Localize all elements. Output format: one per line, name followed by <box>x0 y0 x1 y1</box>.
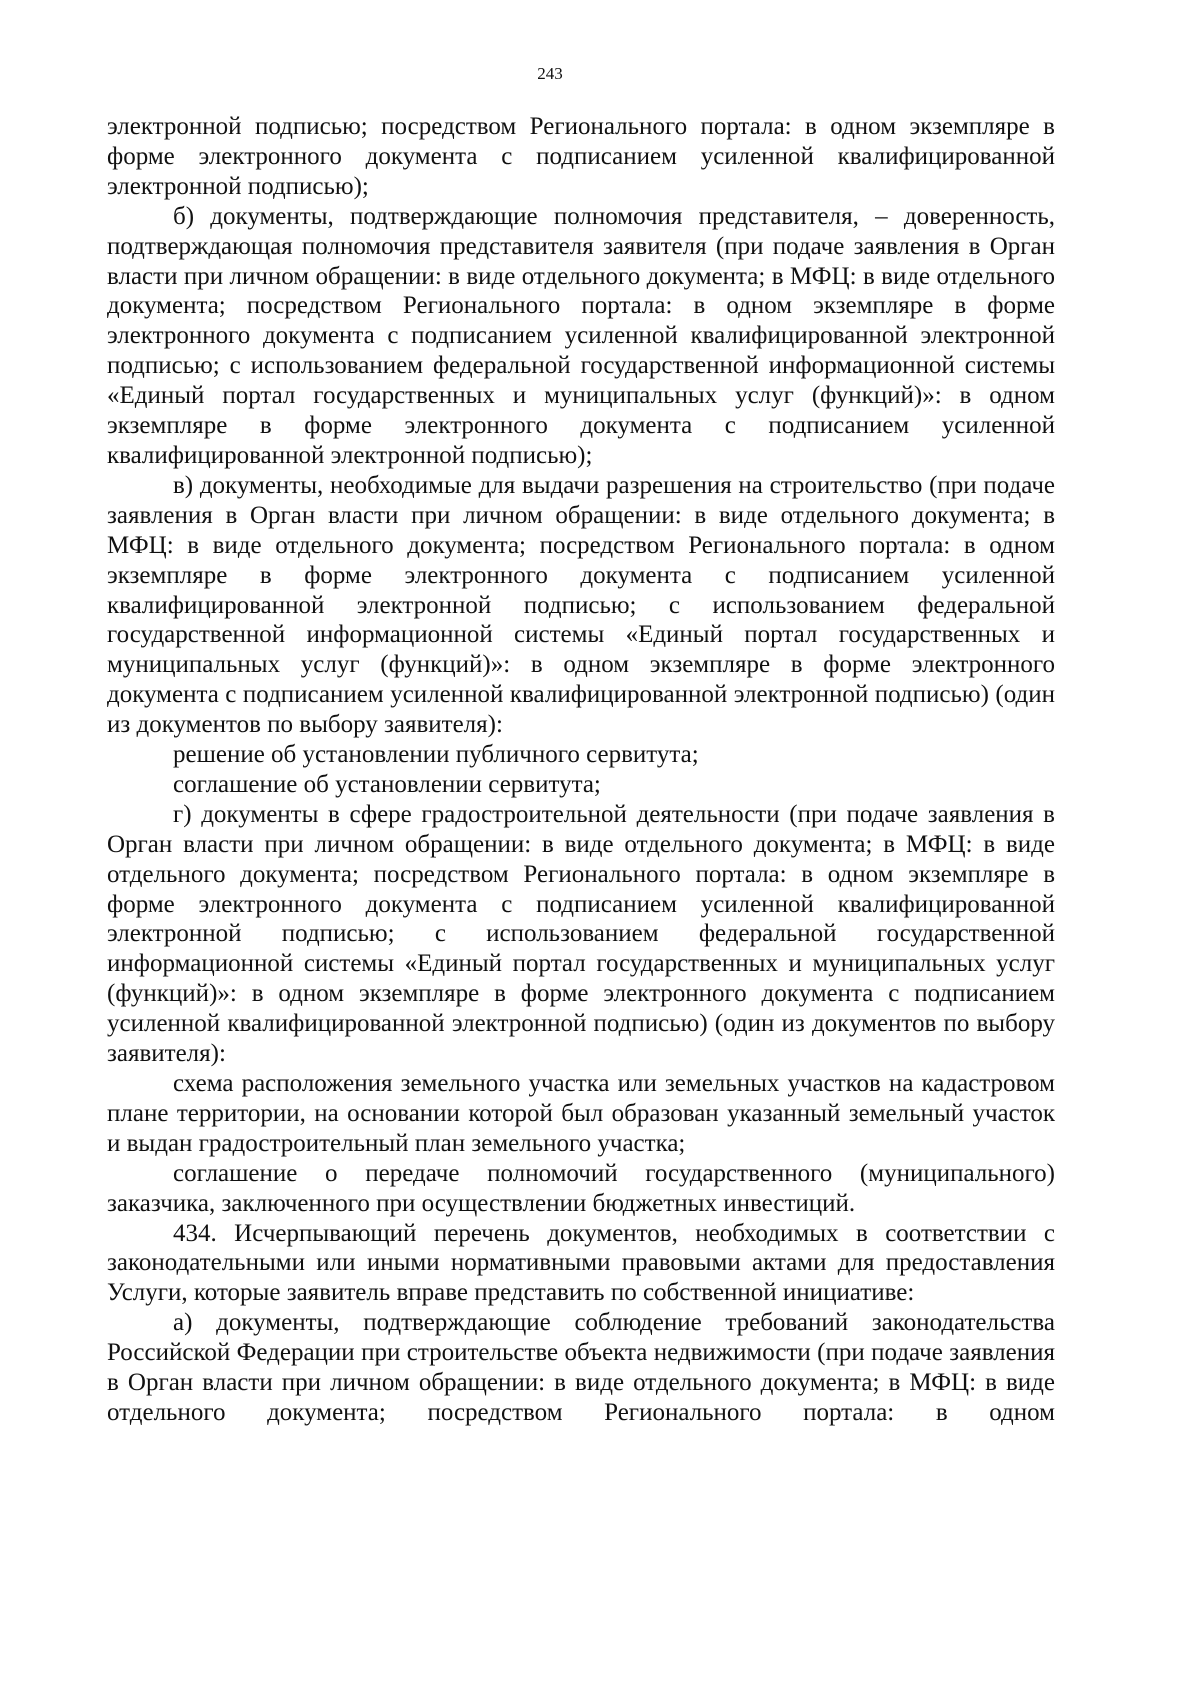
paragraph-continuation: электронной подписью; посредством Регионального портала: в одном экземпляре в форме электронного документа с подписанием усиленной квалифицированной электронной подписью); <box>107 113 1055 200</box>
paragraph-authority-transfer: соглашение о передаче полномочий государственного (муниципального) заказчика, заключенного при осуществлении бюджетных инвестиций. <box>107 1159 1055 1217</box>
document-body <box>107 112 1055 1428</box>
paragraph-item-a: а) документы, подтверждающие соблюдение требований законодательства Российской Федерации при строительстве объекта недвижимости (при подаче заявления в Орган власти при личном обращении: в виде отдельного документа; в МФЦ: в виде отдельного документа; посредством Регионального портала: в одном <box>107 1309 1055 1426</box>
paragraph-item-b: б) документы, подтверждающие полномочия представителя, – доверенность, подтверждающая полномочия представителя заявителя (при подаче заявления в Орган власти при личном обращении: в виде отдельного документа; в МФЦ: в виде отдельного документа; посредством Регионального портала: в одном экземпляре в форме электронного документа с подписанием усиленной квалифицированной электронной подписью; с использованием федеральной государственной информационной системы «Единый портал государственных и муниципальных услуг (функций)»: в одном экземпляре в форме электронного документа с подписанием усиленной квалифицированной электронной подписью); <box>107 202 1055 469</box>
paragraph-item-v: в) документы, необходимые для выдачи разрешения на строительство (при подаче заявления в Орган власти при личном обращении: в виде отдельного документа; в МФЦ: в виде отдельного документа; посредством Регионального портала: в одном экземпляре в форме электронного документа с подписанием усиленной квалифицированной электронной подписью; с использованием федеральной государственной информационной системы «Единый портал государственных и муниципальных услуг (функций)»: в одном экземпляре в форме электронного документа с подписанием усиленной квалифицированной электронной подписью) (один из документов по выбору заявителя): <box>107 471 1055 739</box>
paragraph-434: 434. Исчерпывающий перечень документов, необходимых в соответствии с законодательными или иными нормативными правовыми актами для предоставления Услуги, которые заявитель вправе представить по собственной инициативе: <box>107 1219 1055 1307</box>
page-number: 243 <box>537 64 563 83</box>
paragraph-public-servitude: решение об установлении публичного сервитута; <box>173 741 699 769</box>
paragraph-servitude-agreement: соглашение об установлении сервитута; <box>173 770 601 798</box>
paragraph-land-plot-scheme: схема расположения земельного участка или земельных участков на кадастровом плане территории, на основании которой был образован указанный земельный участок и выдан градостроительный план земельного участка; <box>107 1070 1055 1157</box>
paragraph-item-g: г) документы в сфере градостроительной деятельности (при подаче заявления в Орган власти при личном обращении: в виде отдельного документа; в МФЦ: в виде отдельного документа; посредством Регионального портала: в одном экземпляре в форме электронного документа с подписанием усиленной квалифицированной электронной подписью; с использованием федеральной государственной информационной системы «Единый портал государственных и муниципальных услуг (функций)»: в одном экземпляре в форме электронного документа с подписанием усиленной квалифицированной электронной подписью) (один из документов по выбору заявителя): <box>107 800 1055 1068</box>
